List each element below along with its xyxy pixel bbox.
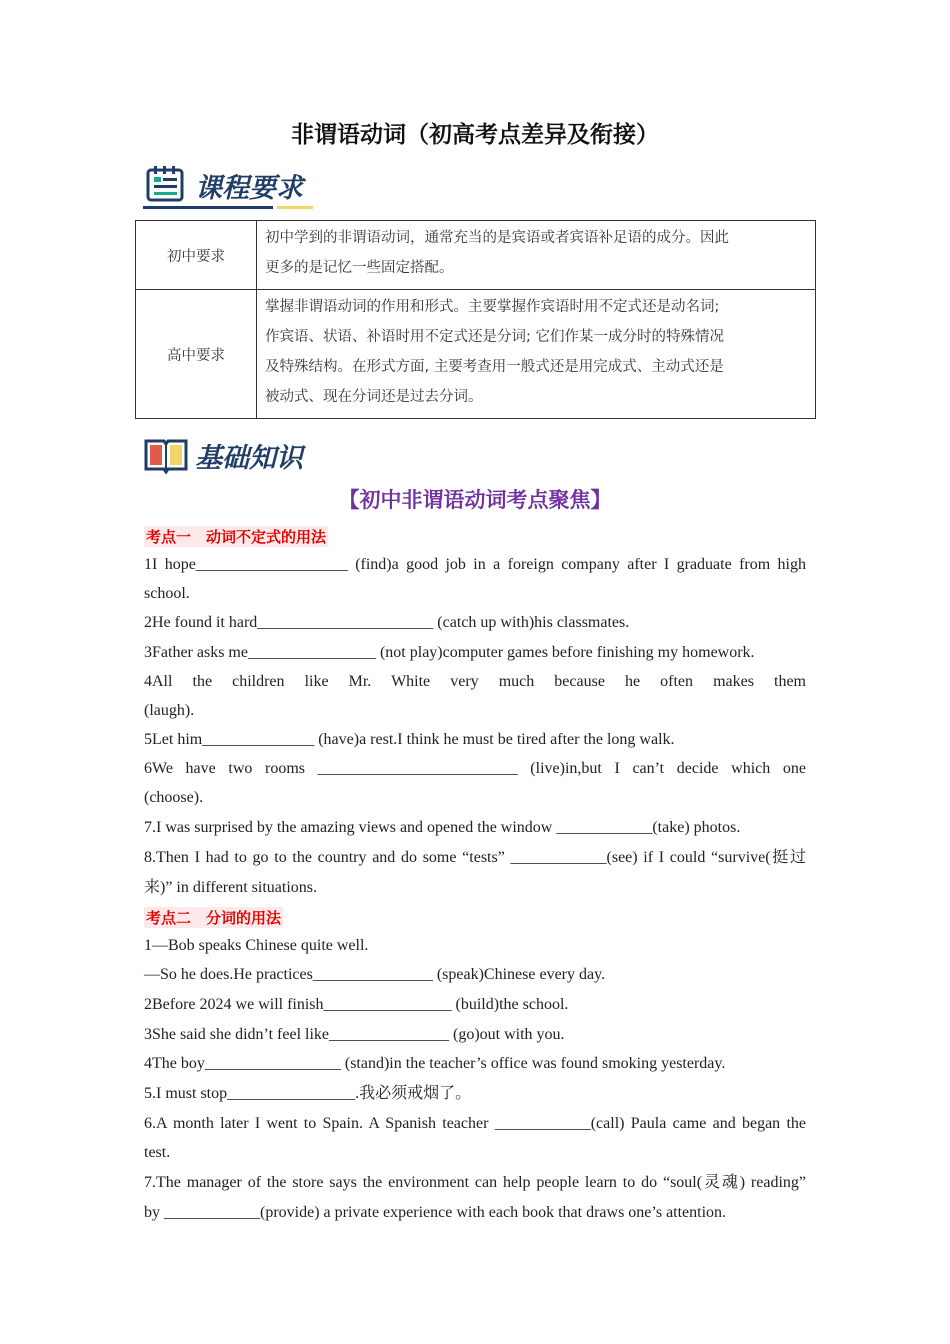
exercise-line: 6.A month later I went to Spain. A Spanish teacher ____________(call) Paula came and began the — [144, 1115, 806, 1132]
exercise-line: (choose). — [144, 789, 204, 806]
row-label: 初中要求 — [136, 221, 257, 290]
open-book-icon — [143, 436, 189, 474]
heading-underline — [143, 206, 313, 209]
row-label: 高中要求 — [136, 290, 257, 419]
section-heading-label: 课程要求 — [195, 173, 303, 204]
kaodian-1-title: 考点一 动词不定式的用法 — [146, 528, 327, 546]
content-line: 更多的是记忆一些固定搭配。 — [265, 260, 454, 276]
document-title: 非谓语动词（初高考点差异及衔接） — [291, 122, 659, 148]
exercise-line: 2Before 2024 we will finish________________ (build)the school. — [144, 996, 569, 1013]
exercise-line: 2He found it hard______________________ (catch up with)his classmates. — [144, 614, 630, 631]
section-heading-label: 基础知识 — [195, 443, 303, 474]
exercise-line: (laugh). — [144, 702, 195, 719]
content-line: 掌握非谓语动词的作用和形式。主要掌握作宾语时用不定式还是动名词; — [265, 299, 720, 315]
content-line: 作宾语、状语、补语时用不定式还是分词; 它们作某一成分时的特殊情况 — [265, 329, 724, 345]
exercise-line: 7.The manager of the store says the environment can help people learn to do “soul(灵魂) reading” — [144, 1174, 806, 1191]
content-line: 初中学到的非谓语动词，通常充当的是宾语或者宾语补足语的成分。因此 — [265, 230, 729, 246]
row-content — [257, 290, 816, 419]
exercise-line: —So he does.He practices_______________ (speak)Chinese every day. — [144, 966, 606, 983]
exercise-line: 4The boy_________________ (stand)in the teacher’s office was found smoking yesterday. — [144, 1055, 726, 1072]
exercise-line: 来)” in different situations. — [144, 879, 318, 896]
exercise-line: 1—Bob speaks Chinese quite well. — [144, 937, 369, 954]
row-content — [257, 221, 816, 290]
exercise-line: school. — [144, 585, 190, 602]
exercise-line: by ____________(provide) a private experience with each book that draws one’s attention. — [144, 1204, 727, 1221]
exercise-line: 5Let him______________ (have)a rest.I think he must be tired after the long walk. — [144, 731, 675, 748]
content-line: 被动式、现在分词还是过去分词。 — [265, 389, 483, 405]
kaodian-2-title: 考点二 分词的用法 — [146, 909, 282, 927]
exercise-line: 5.I must stop________________.我必须戒烟了。 — [144, 1085, 472, 1102]
exercise-line: 6We have two rooms _________________________ (live)in,but I can’t decide which one — [144, 760, 806, 777]
exercise-line: test. — [144, 1144, 171, 1161]
exercise-line: 1I hope___________________ (find)a good job in a foreign company after I graduate from high — [144, 556, 806, 573]
notepad-icon — [145, 164, 189, 204]
requirements-table — [135, 220, 816, 419]
exercise-line: 3Father asks me________________ (not play)computer games before finishing my homework. — [144, 644, 755, 661]
table-row — [136, 221, 816, 290]
table-row — [136, 290, 816, 419]
focus-subtitle: 【初中非谓语动词考点聚焦】 — [338, 488, 612, 512]
exercise-line: 8.Then I had to go to the country and do some “tests” ____________(see) if I could “survive(挺过 — [144, 849, 806, 866]
exercise-line: 3She said she didn’t feel like_______________ (go)out with you. — [144, 1026, 565, 1043]
exercise-line: 4All the children like Mr. White very much because he often makes them — [144, 673, 806, 690]
exercise-line: 7.I was surprised by the amazing views and opened the window ____________(take) photos. — [144, 819, 741, 836]
content-line: 及特殊结构。在形式方面, 主要考查用一般式还是用完成式、主动式还是 — [265, 359, 724, 375]
